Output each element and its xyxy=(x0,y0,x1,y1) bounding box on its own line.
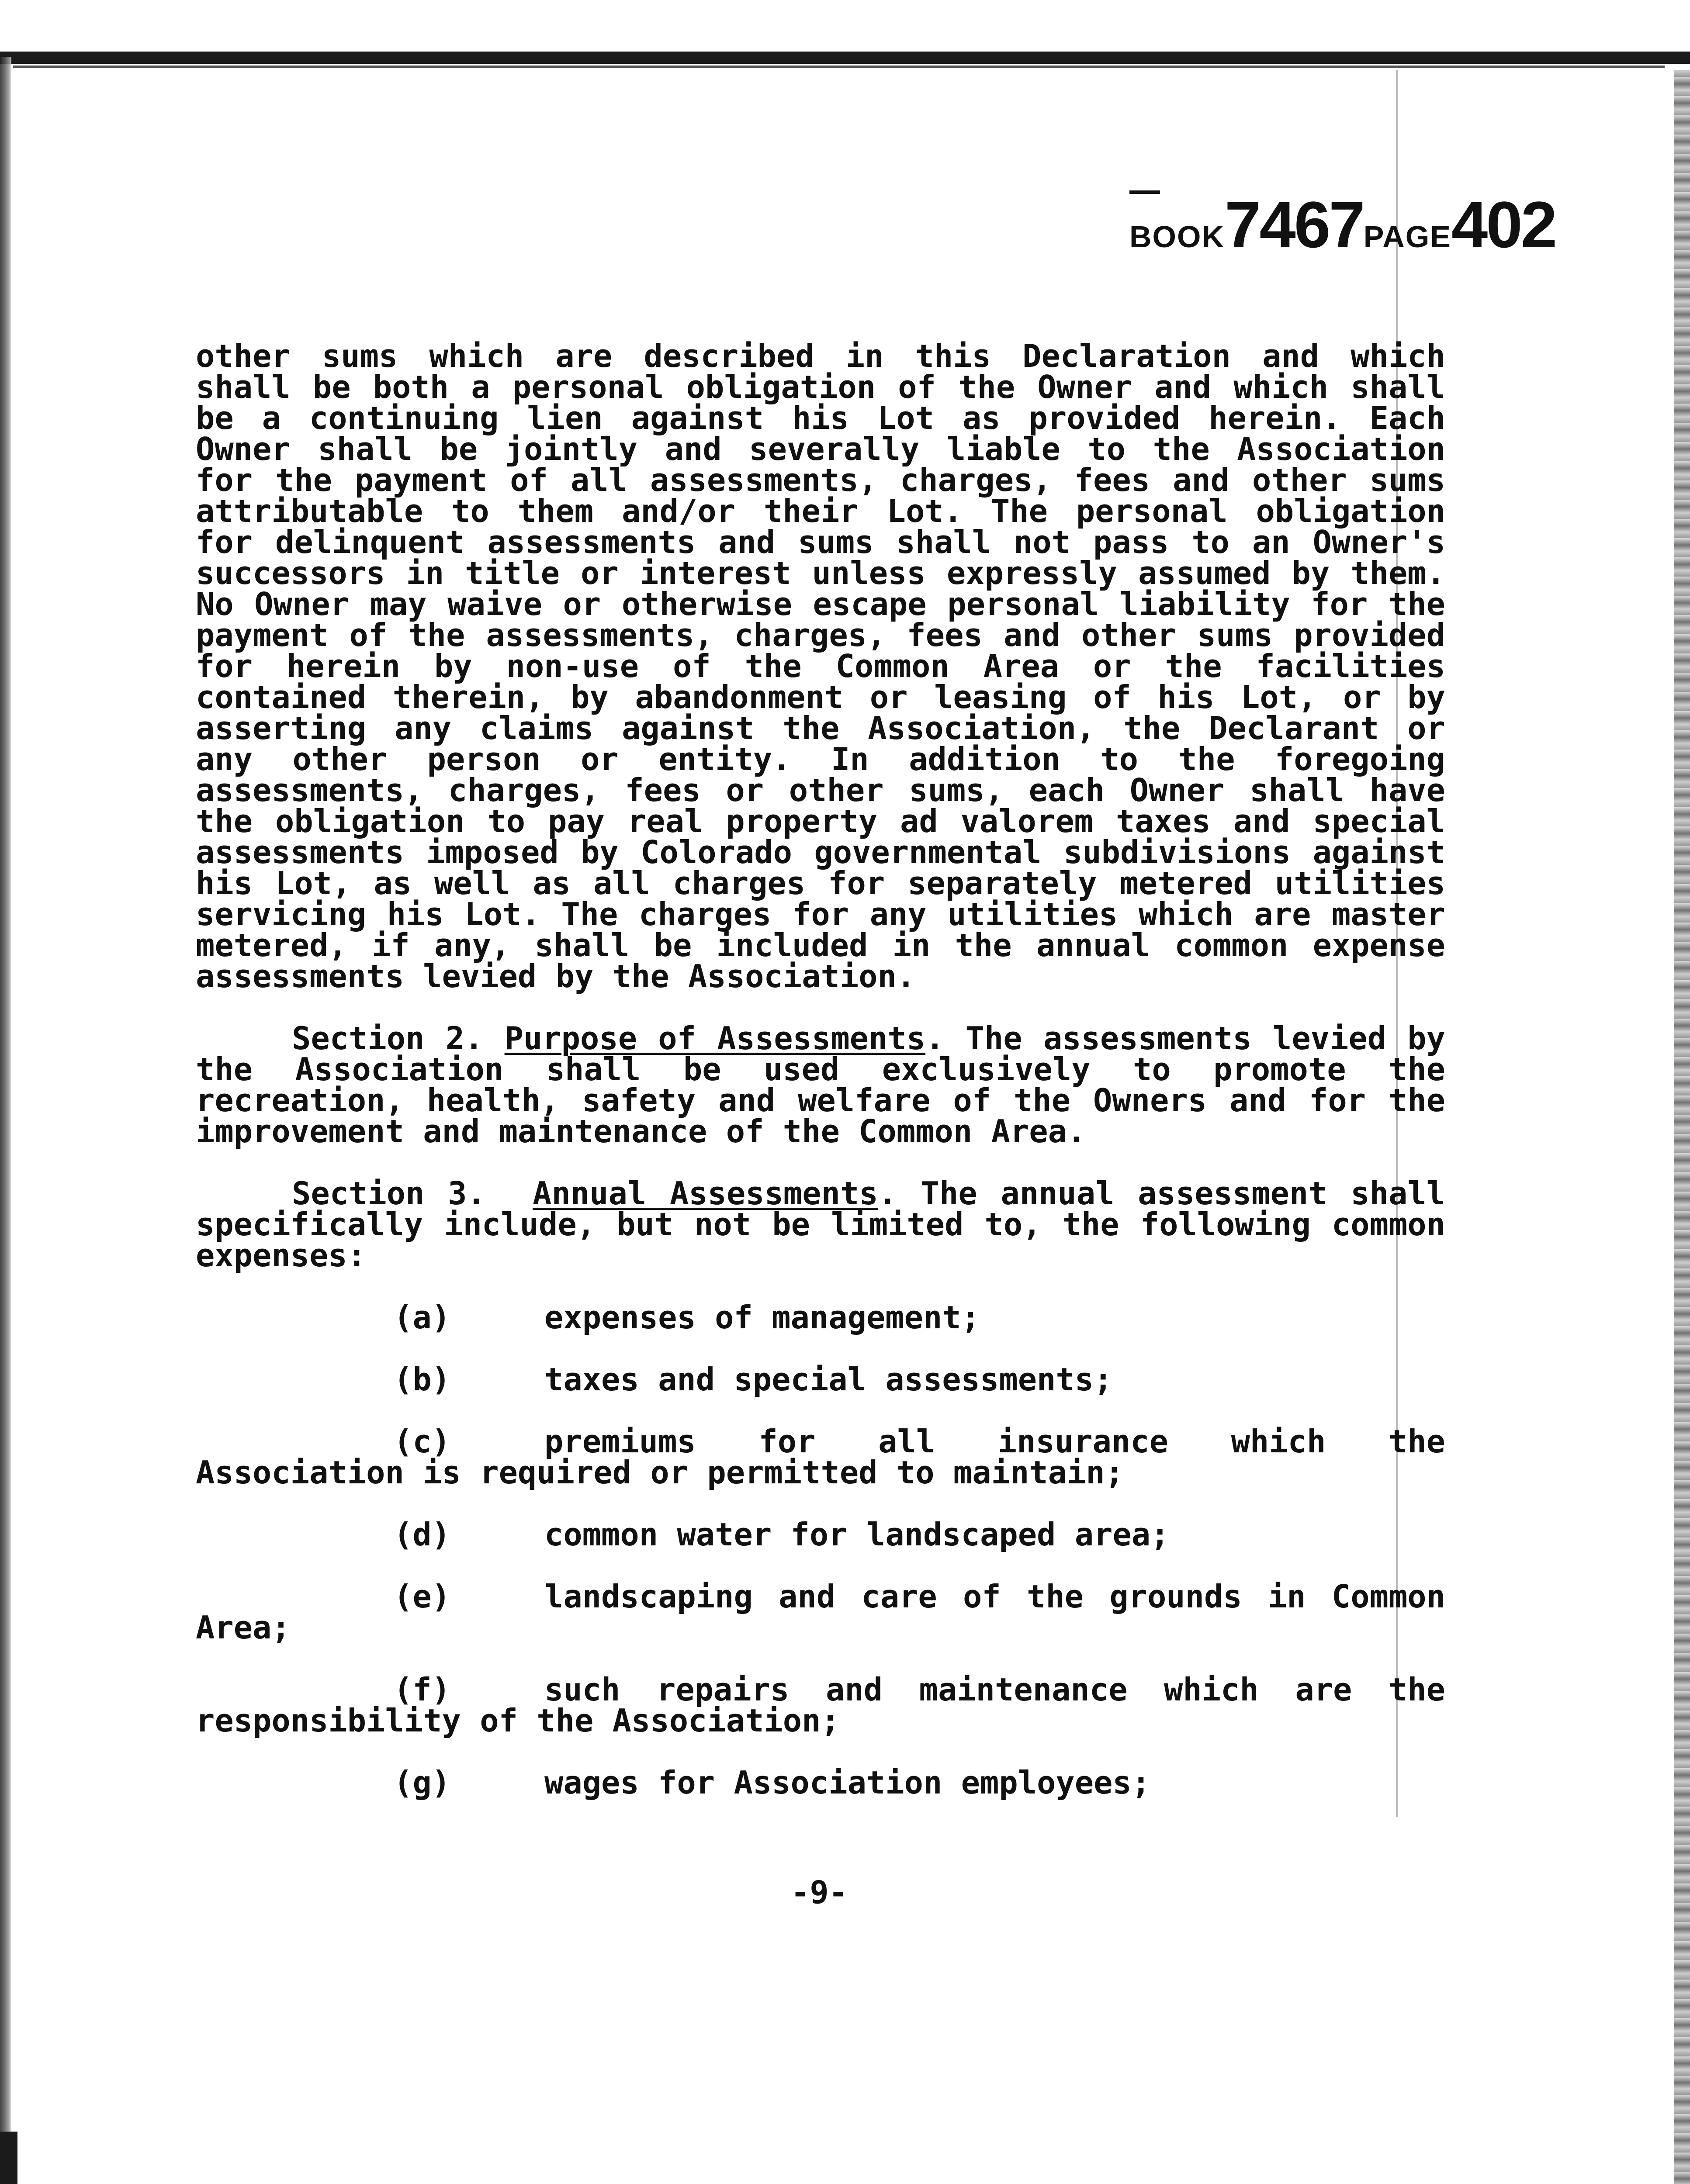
section-3-text: . The annual assessment shall specifically include, but not be limited to, the following common expenses: xyxy=(196,1175,1445,1274)
list-item xyxy=(196,1423,1445,1491)
item-text: such repairs and maintenance which are the responsibility of the Association; xyxy=(196,1671,1445,1739)
item-text: wages for Association employees; xyxy=(544,1764,1151,1801)
item-text: expenses of management; xyxy=(544,1299,980,1336)
item-label: (b) xyxy=(394,1361,451,1398)
scan-top-rule xyxy=(13,66,1665,68)
section-3-label: Section 3. xyxy=(292,1175,486,1212)
book-prefix: BOOK xyxy=(1129,220,1225,254)
scan-left-blot xyxy=(0,2132,17,2184)
list-item xyxy=(196,1516,1445,1553)
section-3-paragraph xyxy=(196,1175,1445,1274)
item-label: (a) xyxy=(394,1299,451,1336)
item-label: (d) xyxy=(394,1516,451,1553)
section-2-text: . The assessments levied by the Association shall be used exclusively to promote the recreation, health, safety and welfare of the Owners and for the improvement and maintenance of the Common Area. xyxy=(196,1020,1446,1150)
item-label: (c) xyxy=(394,1423,451,1460)
item-text: premiums for all insurance which the Association is required or permitted to maintain; xyxy=(196,1423,1445,1491)
list-item xyxy=(196,1671,1445,1739)
list-item xyxy=(196,1764,1445,1801)
page-prefix: PAGE xyxy=(1363,220,1451,254)
item-text: taxes and special assessments; xyxy=(544,1361,1113,1398)
list-item xyxy=(196,1361,1445,1398)
scan-top-border xyxy=(0,52,1690,64)
item-label: (f) xyxy=(394,1671,451,1708)
list-item xyxy=(196,1299,1445,1336)
item-text: common water for landscaped area; xyxy=(544,1516,1170,1553)
section-2-paragraph xyxy=(196,1020,1446,1150)
section-2-title: Purpose of Assessments xyxy=(504,1020,926,1057)
overbar-mark xyxy=(1129,190,1160,194)
section-3-title: Annual Assessments xyxy=(533,1175,878,1212)
page-number: -9- xyxy=(791,1874,848,1911)
scan-right-edge xyxy=(1674,70,1690,2184)
item-label: (g) xyxy=(394,1764,451,1801)
scan-left-edge xyxy=(0,57,11,2184)
item-text: landscaping and care of the grounds in Common Area; xyxy=(196,1578,1445,1646)
list-item xyxy=(196,1578,1445,1646)
continuation-paragraph: other sums which are described in this Declaration and which shall be both a personal obligation of the Owner and which shall be a continuing lien against his Lot as provided herein. Each Owner shall be jointly and severally liable to the Association for the payment of all assessments, charges, fees and other sums attributable to them and/or their Lot. The personal obligation for delinquent assessments and sums shall not pass to an Owner's successors in title or interest unless expressly assumed by them. No Owner may waive or otherwise escape personal liability for the payment of the assessments, charges, fees and other sums provided for herein by non-use of the Common Area or the facilities contained therein, by abandonment or leasing of his Lot, or by asserting any claims against the Association, the Declarant or any other person or entity. In addition to the foregoing assessments, charges, fees or other sums, each Owner shall have the obligation to pay real property ad valorem taxes and special assessments imposed by Colorado governmental subdivisions against his Lot, as well as all charges for separately metered utilities servicing his Lot. The charges for any utilities which are master metered, if any, shall be included in the annual common expense assessments levied by the Association. xyxy=(196,338,1445,995)
book-number: 7467 xyxy=(1225,188,1364,261)
page-number-ref: 402 xyxy=(1451,188,1556,261)
book-page-reference xyxy=(1129,187,1555,263)
section-2-label: Section 2. xyxy=(292,1020,484,1057)
document-body xyxy=(196,338,1446,1801)
item-label: (e) xyxy=(394,1578,451,1615)
